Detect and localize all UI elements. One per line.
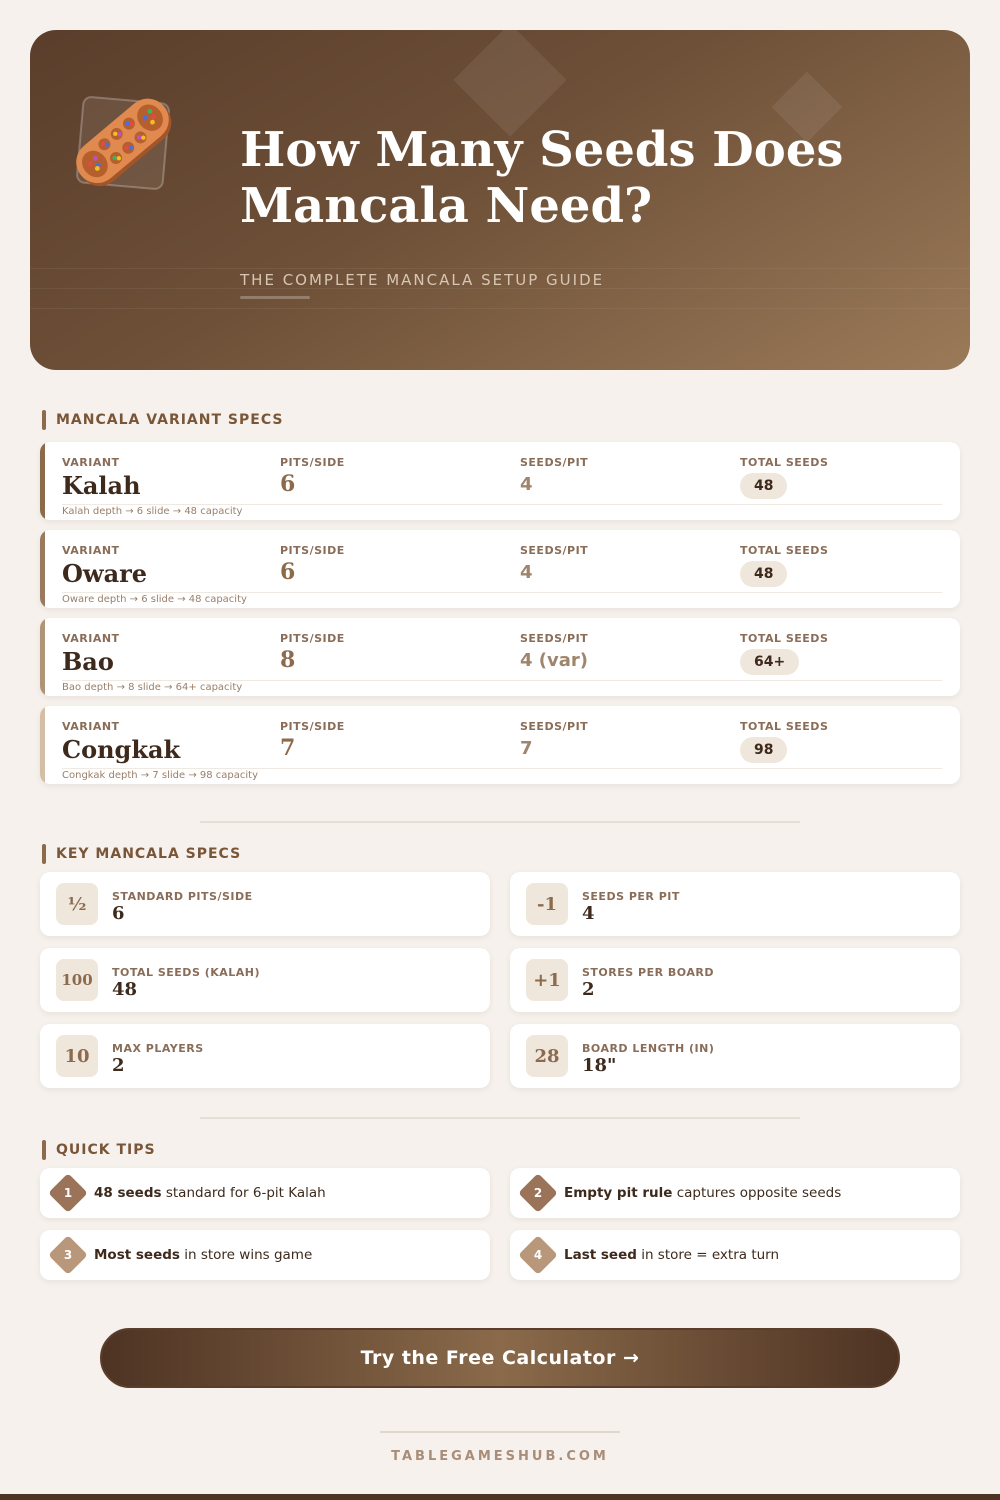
page-subtitle: THE COMPLETE MANCALA SETUP GUIDE [240, 271, 605, 289]
tip-number: 1 [63, 1186, 73, 1200]
seeds-column [520, 720, 588, 759]
tip-number: 2 [533, 1186, 543, 1200]
seeds-label: SEEDS/PIT [520, 720, 589, 733]
spec-badge: +1 [526, 959, 568, 1001]
spec-value: 4 [582, 903, 595, 924]
pits-column [280, 720, 345, 761]
spec-label: SEEDS PER PIT [582, 890, 680, 903]
tip-text [564, 1185, 841, 1201]
pits-column [280, 456, 345, 497]
decorative-line [30, 308, 970, 309]
decorative-line [30, 268, 970, 269]
spec-value: 18" [582, 1055, 617, 1076]
tips-section-header [42, 1140, 156, 1160]
variant-label: VARIANT [62, 456, 120, 469]
pits-label: PITS/SIDE [280, 456, 345, 469]
spec-card [40, 948, 490, 1012]
total-seeds-badge: 98 [740, 737, 787, 763]
tip-highlight: Last seed [564, 1247, 637, 1263]
variant-accent-bar [40, 706, 45, 784]
section-divider [200, 1117, 800, 1119]
pits-label: PITS/SIDE [280, 632, 345, 645]
variant-label: VARIANT [62, 632, 120, 645]
tip-card [40, 1168, 490, 1218]
decorative-diamond [453, 30, 566, 137]
variant-column [62, 720, 180, 764]
mancala-board-icon [58, 78, 188, 208]
variant-accent-bar [40, 442, 45, 520]
section-accent-bar [42, 1140, 46, 1160]
tip-rest: in store = extra turn [636, 1247, 780, 1263]
seeds-label: SEEDS/PIT [520, 632, 589, 645]
variant-card [40, 706, 960, 784]
seeds-value: 4 [520, 474, 533, 495]
total-label: TOTAL SEEDS [740, 720, 829, 733]
variant-name: Bao [62, 647, 114, 676]
seeds-value: 4 [520, 562, 533, 583]
seeds-label: SEEDS/PIT [520, 456, 589, 469]
pits-label: PITS/SIDE [280, 720, 345, 733]
total-seeds-badge: 48 [740, 473, 787, 499]
spec-card [40, 872, 490, 936]
specs-section-header [42, 844, 241, 864]
section-title: KEY MANCALA SPECS [56, 846, 242, 862]
seeds-value: 4 (var) [520, 650, 589, 671]
tip-card [510, 1230, 960, 1280]
pits-value: 6 [280, 559, 296, 585]
page-title-line-2: Mancala Need? [240, 178, 653, 234]
variant-note: Bao depth → 8 slide → 64+ capacity [62, 682, 243, 693]
spec-card [510, 872, 960, 936]
spec-card [510, 1024, 960, 1088]
tip-highlight: Most seeds [94, 1247, 180, 1263]
footer-site-link[interactable]: TABLEGAMESHUB.COM [391, 1449, 609, 1464]
card-divider [62, 680, 942, 681]
variant-note: Congkak depth → 7 slide → 98 capacity [62, 770, 259, 781]
variant-label: VARIANT [62, 544, 120, 557]
pits-label: PITS/SIDE [280, 544, 345, 557]
spec-label: TOTAL SEEDS (KALAH) [112, 966, 261, 979]
section-divider [200, 821, 800, 823]
total-column [740, 456, 828, 499]
subtitle-underline [240, 296, 310, 299]
section-accent-bar [42, 844, 46, 864]
variant-name: Oware [62, 559, 148, 588]
variant-note: Kalah depth → 6 slide → 48 capacity [62, 506, 243, 517]
tip-text [94, 1247, 312, 1263]
section-title: MANCALA VARIANT SPECS [56, 412, 284, 428]
total-column [740, 720, 828, 763]
spec-value: 2 [112, 1055, 125, 1076]
free-calculator-button[interactable]: Try the Free Calculator → [100, 1328, 900, 1388]
variant-name: Kalah [62, 471, 141, 500]
card-divider [62, 504, 942, 505]
spec-value: 2 [582, 979, 595, 1000]
seeds-column [520, 456, 588, 495]
variant-accent-bar [40, 618, 45, 696]
tip-card [510, 1168, 960, 1218]
variant-card [40, 442, 960, 520]
variant-column [62, 456, 141, 500]
section-accent-bar [42, 410, 46, 430]
seeds-column [520, 632, 588, 671]
variant-note: Oware depth → 6 slide → 48 capacity [62, 594, 247, 605]
variant-column [62, 632, 120, 676]
seeds-column [520, 544, 588, 583]
tip-highlight: Empty pit rule [564, 1185, 673, 1201]
pits-value: 6 [280, 471, 296, 497]
page-title-line-1: How Many Seeds Does [240, 122, 844, 178]
total-seeds-badge: 48 [740, 561, 787, 587]
total-label: TOTAL SEEDS [740, 544, 829, 557]
spec-label: BOARD LENGTH (IN) [582, 1042, 715, 1055]
total-label: TOTAL SEEDS [740, 632, 829, 645]
total-seeds-badge: 64+ [740, 649, 799, 675]
pits-column [280, 544, 345, 585]
spec-label: MAX PLAYERS [112, 1042, 204, 1055]
tip-number: 3 [63, 1248, 73, 1262]
total-column [740, 632, 828, 675]
pits-value: 8 [280, 647, 296, 673]
pits-column [280, 632, 345, 673]
variant-accent-bar [40, 530, 45, 608]
section-title: QUICK TIPS [56, 1142, 156, 1158]
spec-badge: 10 [56, 1035, 98, 1077]
variant-card [40, 618, 960, 696]
spec-card [40, 1024, 490, 1088]
tip-text [564, 1247, 779, 1263]
total-column [740, 544, 828, 587]
tip-rest: standard for 6-pit Kalah [161, 1185, 326, 1201]
spec-value: 48 [112, 979, 138, 1000]
page-title [240, 122, 940, 234]
tip-number: 4 [533, 1248, 543, 1262]
footer-divider [380, 1431, 620, 1433]
variants-section-header [42, 410, 283, 430]
tip-rest: captures opposite seeds [672, 1185, 842, 1201]
variant-label: VARIANT [62, 720, 120, 733]
spec-label: STANDARD PITS/SIDE [112, 890, 253, 903]
spec-badge: 100 [56, 959, 98, 1001]
tip-card [40, 1230, 490, 1280]
spec-card [510, 948, 960, 1012]
tip-highlight: 48 seeds [94, 1185, 162, 1201]
bottom-accent-bar [0, 1494, 1000, 1500]
card-divider [62, 768, 942, 769]
hero-banner [30, 30, 970, 370]
total-label: TOTAL SEEDS [740, 456, 829, 469]
spec-badge: 28 [526, 1035, 568, 1077]
seeds-label: SEEDS/PIT [520, 544, 589, 557]
tip-rest: in store wins game [179, 1247, 313, 1263]
spec-label: STORES PER BOARD [582, 966, 714, 979]
tip-text [94, 1185, 326, 1201]
seeds-value: 7 [520, 738, 533, 759]
spec-badge: ½ [56, 883, 98, 925]
variant-column [62, 544, 147, 588]
pits-value: 7 [280, 735, 296, 761]
spec-badge: -1 [526, 883, 568, 925]
card-divider [62, 592, 942, 593]
spec-value: 6 [112, 903, 125, 924]
variant-card [40, 530, 960, 608]
variant-name: Congkak [62, 735, 181, 764]
